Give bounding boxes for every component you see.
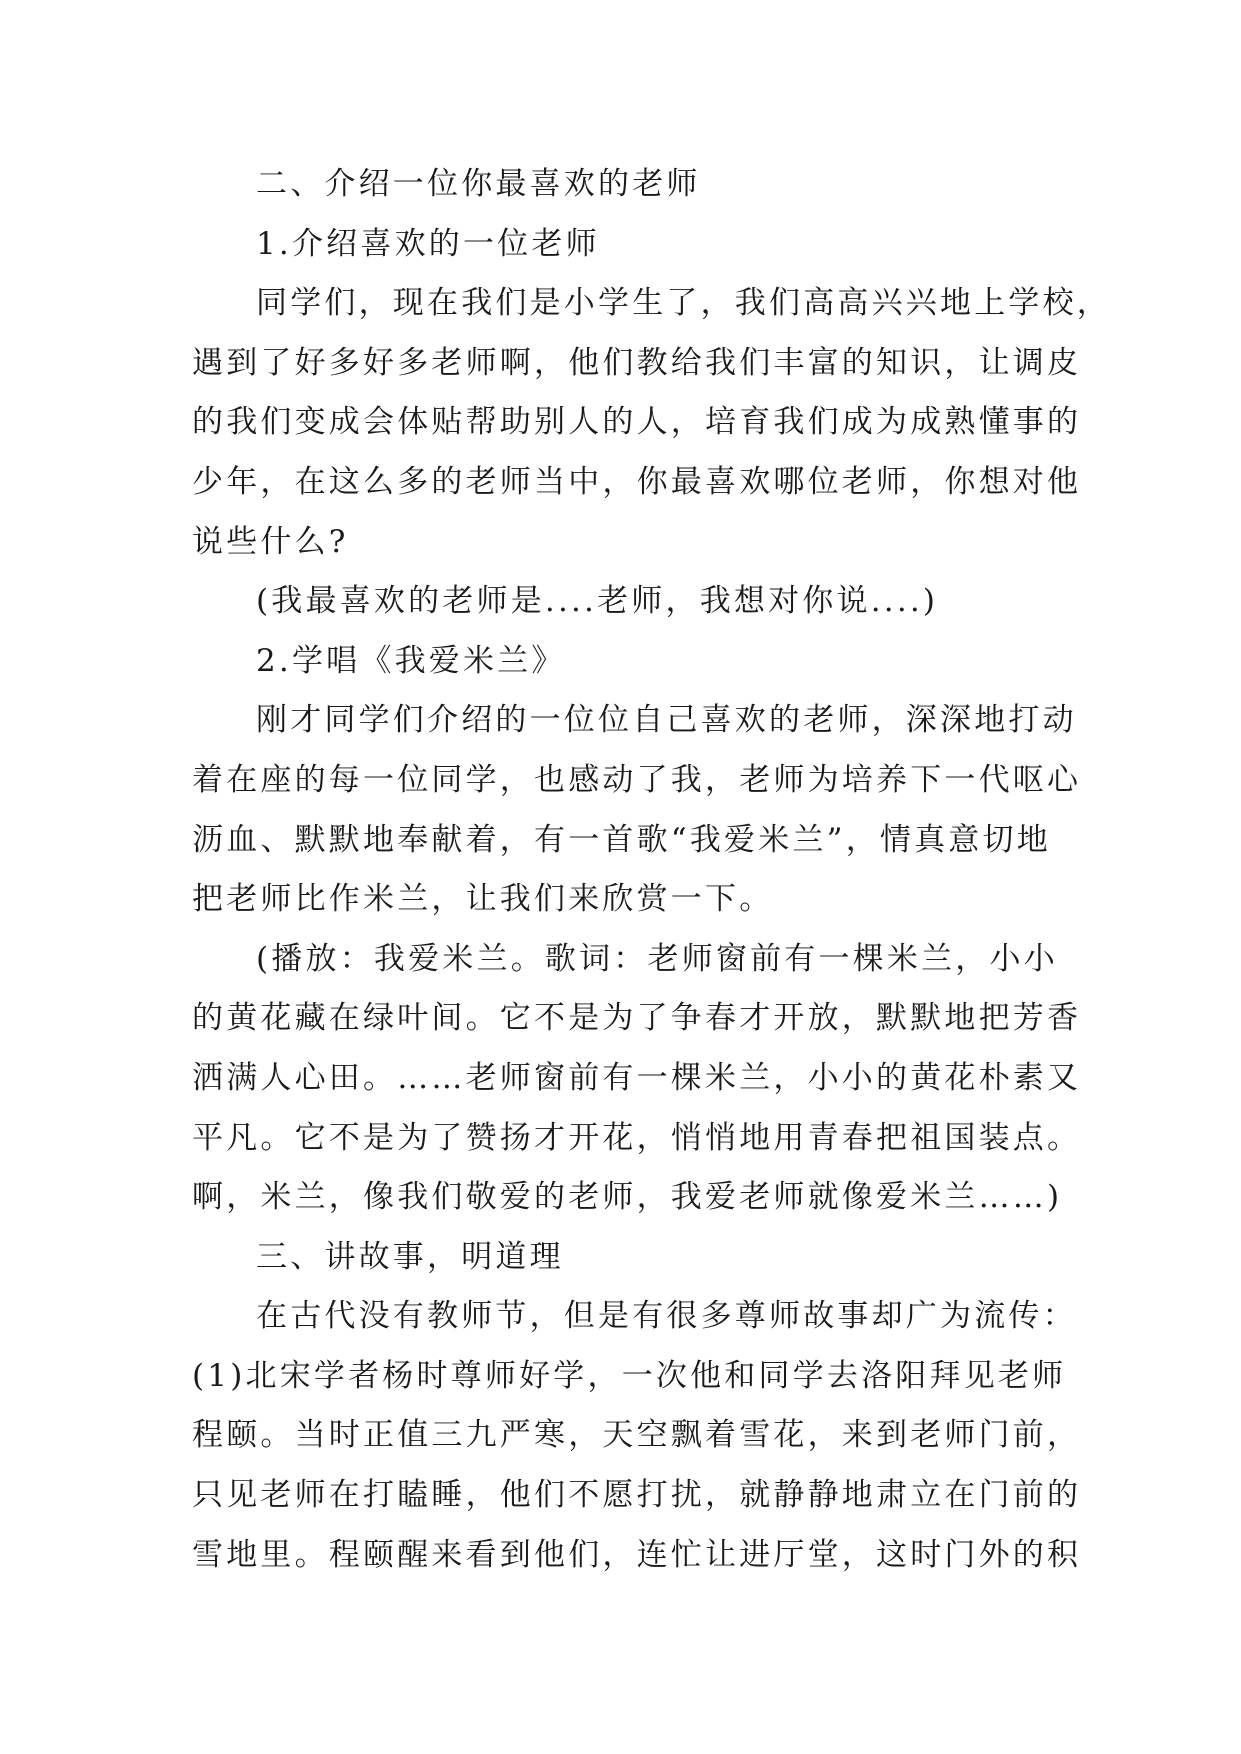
paragraph-line: 雪地里。程颐醒来看到他们，连忙让进厅堂，这时门外的积 <box>192 1536 1082 1573</box>
paragraph-line: 说些什么? <box>192 523 349 560</box>
paragraph-line: 沥血、默默地奉献着，有一首歌“我爱米兰”，情真意切地 <box>192 821 1051 858</box>
subsection-heading: 2.学唱《我爱米兰》 <box>256 642 566 679</box>
paragraph-line: 着在座的每一位同学，也感动了我，老师为培养下一代呕心 <box>192 761 1082 798</box>
paragraph-line: 遇到了好多好多老师啊，他们教给我们丰富的知识，让调皮 <box>192 344 1082 381</box>
paragraph-line: (1)北宋学者杨时尊师好学，一次他和同学去洛阳拜见老师 <box>192 1357 1067 1394</box>
paragraph-line: 的我们变成会体贴帮助别人的人，培育我们成为成熟懂事的 <box>192 404 1082 441</box>
section-heading: 三、讲故事，明道理 <box>256 1238 564 1275</box>
paragraph-line: 把老师比作米兰，让我们来欣赏一下。 <box>192 881 774 918</box>
paragraph-line: (我最喜欢的老师是....老师，我想对你说....) <box>256 583 939 620</box>
paragraph-line: 少年，在这么多的老师当中，你最喜欢哪位老师，你想对他 <box>192 463 1082 500</box>
paragraph-line: 刚才同学们介绍的一位位自己喜欢的老师，深深地打动 <box>256 702 1077 739</box>
subsection-heading: 1.介绍喜欢的一位老师 <box>256 225 600 262</box>
paragraph-line: 在古代没有教师节，但是有很多尊师故事却广为流传： <box>256 1298 1077 1335</box>
paragraph-line: 同学们，现在我们是小学生了，我们高高兴兴地上学校， <box>256 285 1111 322</box>
paragraph-line: 啊，米兰，像我们敬爱的老师，我爱老师就像爱米兰……) <box>192 1179 1063 1216</box>
document-page <box>192 155 1111 1585</box>
paragraph-line: (播放：我爱米兰。歌词：老师窗前有一棵米兰，小小 <box>256 940 1058 977</box>
paragraph-line: 只见老师在打瞌睡，他们不愿打扰，就静静地肃立在门前的 <box>192 1477 1082 1514</box>
section-heading: 二、介绍一位你最喜欢的老师 <box>256 166 701 202</box>
paragraph-line: 平凡。它不是为了赞扬才开花，悄悄地用青春把祖国装点。 <box>192 1119 1082 1156</box>
paragraph-line: 的黄花藏在绿叶间。它不是为了争春才开放，默默地把芳香 <box>192 1000 1082 1037</box>
paragraph-line: 洒满人心田。……老师窗前有一棵米兰，小小的黄花朴素又 <box>192 1059 1082 1096</box>
paragraph-line: 程颐。当时正值三九严寒，天空飘着雪花，来到老师门前， <box>192 1417 1082 1454</box>
